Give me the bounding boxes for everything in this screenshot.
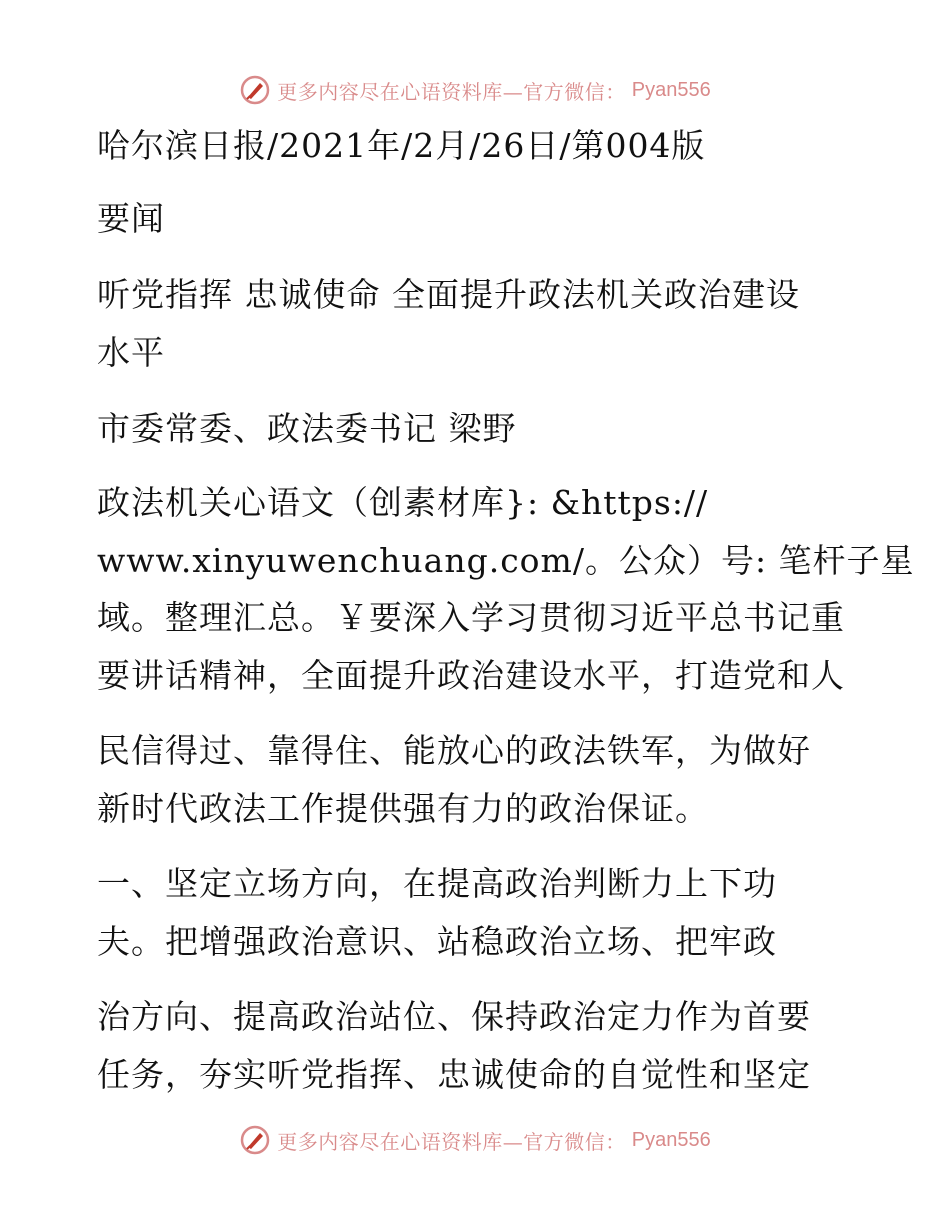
doc-line-body: 政法机关心语文（创素材库}: &https://	[97, 483, 709, 522]
doc-line-body: 域。整理汇总。￥要深入学习贯彻习近平总书记重	[97, 598, 845, 637]
watermark-id: Pyan556	[631, 78, 711, 101]
watermark-text: 更多内容尽在心语资料库—官方微信：	[277, 79, 626, 104]
doc-line-body: 要讲话精神，全面提升政治建设水平，打造党和人	[97, 656, 845, 695]
doc-line-title-cont: 水平	[97, 333, 165, 372]
feather-pen-circle-icon	[239, 74, 271, 106]
doc-line-author: 市委常委、政法委书记 梁野	[97, 409, 517, 448]
watermark-id: Pyan556	[631, 1128, 711, 1151]
doc-line-body: www.xinyuwenchuang.com/。公众）号: 笔杆子星	[97, 541, 915, 580]
doc-line-title: 听党指挥 忠诚使命 全面提升政法机关政治建设	[97, 275, 800, 314]
feather-pen-circle-icon	[239, 1124, 271, 1156]
doc-line-source: 哈尔滨日报/2021年/2月/26日/第004版	[97, 126, 706, 165]
doc-line-body: 夫。把增强政治意识、站稳政治立场、把牢政	[97, 922, 777, 961]
doc-line-body: 新时代政法工作提供强有力的政治保证。	[97, 789, 709, 828]
watermark-text: 更多内容尽在心语资料库—官方微信：	[277, 1129, 626, 1154]
doc-line-section: 要闻	[97, 199, 165, 238]
doc-line-body: 民信得过、靠得住、能放心的政法铁军，为做好	[97, 731, 811, 770]
watermark-footer	[0, 1120, 950, 1160]
watermark-header	[0, 70, 950, 110]
doc-line-body: 任务，夯实听党指挥、忠诚使命的自觉性和坚定	[97, 1055, 811, 1094]
doc-line-heading: 一、坚定立场方向，在提高政治判断力上下功	[97, 864, 777, 903]
doc-line-body: 治方向、提高政治站位、保持政治定力作为首要	[97, 997, 811, 1036]
